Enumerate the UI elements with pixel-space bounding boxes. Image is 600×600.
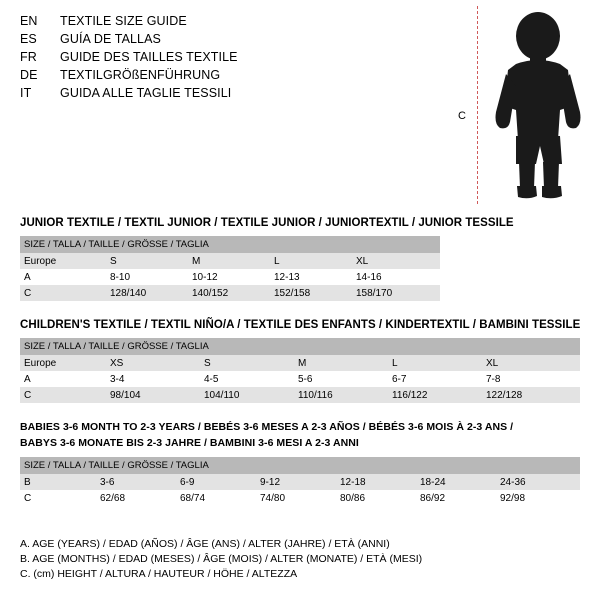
row-label: A	[20, 269, 110, 285]
cell-value: 6-9	[180, 474, 260, 490]
cell-value: 140/152	[192, 285, 274, 301]
cell-value: 86/92	[420, 490, 500, 506]
language-row	[20, 50, 440, 68]
junior-size-table	[20, 236, 440, 301]
cell-value: XL	[486, 355, 580, 371]
row-label: A	[20, 371, 110, 387]
cell-value: 68/74	[180, 490, 260, 506]
cell-value: L	[274, 253, 356, 269]
language-title: GUIDE DES TAILLES TEXTILE	[60, 50, 238, 64]
legend-line-a: A. AGE (YEARS) / EDAD (AÑOS) / ÂGE (ANS) / ALTER (JAHRE) / ETÀ (ANNI)	[20, 538, 390, 550]
cell-value: 18-24	[420, 474, 500, 490]
language-title: GUÍA DE TALLAS	[60, 32, 161, 46]
language-code: ES	[20, 32, 37, 46]
row-label: C	[20, 387, 110, 403]
cell-value: 92/98	[500, 490, 580, 506]
legend-block	[20, 538, 580, 583]
row-label: C	[20, 490, 100, 506]
table-row	[20, 387, 580, 403]
table-row	[20, 355, 580, 371]
cell-value: 8-10	[110, 269, 192, 285]
cell-value: 158/170	[356, 285, 440, 301]
cell-value: 4-5	[204, 371, 298, 387]
table-header-label: SIZE / TALLA / TAILLE / GRÖSSE / TAGLIA	[20, 236, 440, 253]
cell-value: 116/122	[392, 387, 486, 403]
cell-value: M	[298, 355, 392, 371]
table-header-row	[20, 457, 580, 474]
cell-value: 98/104	[110, 387, 204, 403]
language-title: TEXTILGRÖßENFÜHRUNG	[60, 68, 221, 82]
language-row	[20, 86, 440, 104]
table-header-row	[20, 236, 440, 253]
table-row	[20, 474, 580, 490]
language-row	[20, 32, 440, 50]
children-size-table	[20, 338, 580, 403]
cell-value: 14-16	[356, 269, 440, 285]
cell-value: 12-18	[340, 474, 420, 490]
cell-value: 9-12	[260, 474, 340, 490]
cell-value: XL	[356, 253, 440, 269]
cell-value: S	[204, 355, 298, 371]
table-header-row	[20, 338, 580, 355]
measure-label-c: C	[458, 110, 466, 122]
section-title-babies-line2: BABYS 3-6 MONATE BIS 2-3 JAHRE / BAMBINI 3-6 MESI A 2-3 ANNI	[20, 437, 359, 449]
language-code: DE	[20, 68, 38, 82]
row-label: B	[20, 474, 100, 490]
row-label: Europe	[20, 253, 110, 269]
table-row	[20, 371, 580, 387]
table-header-label: SIZE / TALLA / TAILLE / GRÖSSE / TAGLIA	[20, 338, 580, 355]
cell-value: 6-7	[392, 371, 486, 387]
language-code: IT	[20, 86, 32, 100]
height-guide-line	[477, 6, 478, 204]
cell-value: 24-36	[500, 474, 580, 490]
section-title-babies-line1: BABIES 3-6 MONTH TO 2-3 YEARS / BEBÉS 3-6 MESES A 2-3 AÑOS / BÉBÉS 3-6 MOIS À 2-3 ANS /	[20, 421, 514, 433]
cell-value: M	[192, 253, 274, 269]
section-title-junior: JUNIOR TEXTILE / TEXTIL JUNIOR / TEXTILE JUNIOR / JUNIORTEXTIL / JUNIOR TESSILE	[20, 217, 514, 229]
measurement-figure	[440, 6, 590, 206]
language-title: TEXTILE SIZE GUIDE	[60, 14, 187, 28]
cell-value: S	[110, 253, 192, 269]
legend-line-b: B. AGE (MONTHS) / EDAD (MESES) / ÂGE (MOIS) / ALTER (MONATE) / ETÀ (MESI)	[20, 553, 423, 565]
language-code: EN	[20, 14, 38, 28]
table-row	[20, 490, 580, 506]
cell-value: 7-8	[486, 371, 580, 387]
cell-value: 62/68	[100, 490, 180, 506]
cell-value: 110/116	[298, 387, 392, 403]
language-header-block	[20, 14, 440, 104]
row-label: C	[20, 285, 110, 301]
language-row	[20, 14, 440, 32]
cell-value: 10-12	[192, 269, 274, 285]
cell-value: 122/128	[486, 387, 580, 403]
babies-size-table	[20, 457, 580, 506]
table-header-label: SIZE / TALLA / TAILLE / GRÖSSE / TAGLIA	[20, 457, 580, 474]
cell-value: 104/110	[204, 387, 298, 403]
cell-value: 3-6	[100, 474, 180, 490]
table-row	[20, 253, 440, 269]
cell-value: 80/86	[340, 490, 420, 506]
cell-value: L	[392, 355, 486, 371]
table-row	[20, 269, 440, 285]
table-row	[20, 285, 440, 301]
cell-value: XS	[110, 355, 204, 371]
cell-value: 128/140	[110, 285, 192, 301]
cell-value: 5-6	[298, 371, 392, 387]
language-row	[20, 68, 440, 86]
cell-value: 3-4	[110, 371, 204, 387]
child-silhouette-icon	[486, 12, 590, 204]
language-title: GUIDA ALLE TAGLIE TESSILI	[60, 86, 232, 100]
cell-value: 12-13	[274, 269, 356, 285]
cell-value: 74/80	[260, 490, 340, 506]
cell-value: 152/158	[274, 285, 356, 301]
row-label: Europe	[20, 355, 110, 371]
section-title-children: CHILDREN'S TEXTILE / TEXTIL NIÑO/A / TEXTILE DES ENFANTS / KINDERTEXTIL / BAMBINI TESSILE	[20, 319, 581, 331]
language-code: FR	[20, 50, 37, 64]
legend-line-c: C. (cm) HEIGHT / ALTURA / HAUTEUR / HÖHE / ALTEZZA	[20, 568, 298, 580]
